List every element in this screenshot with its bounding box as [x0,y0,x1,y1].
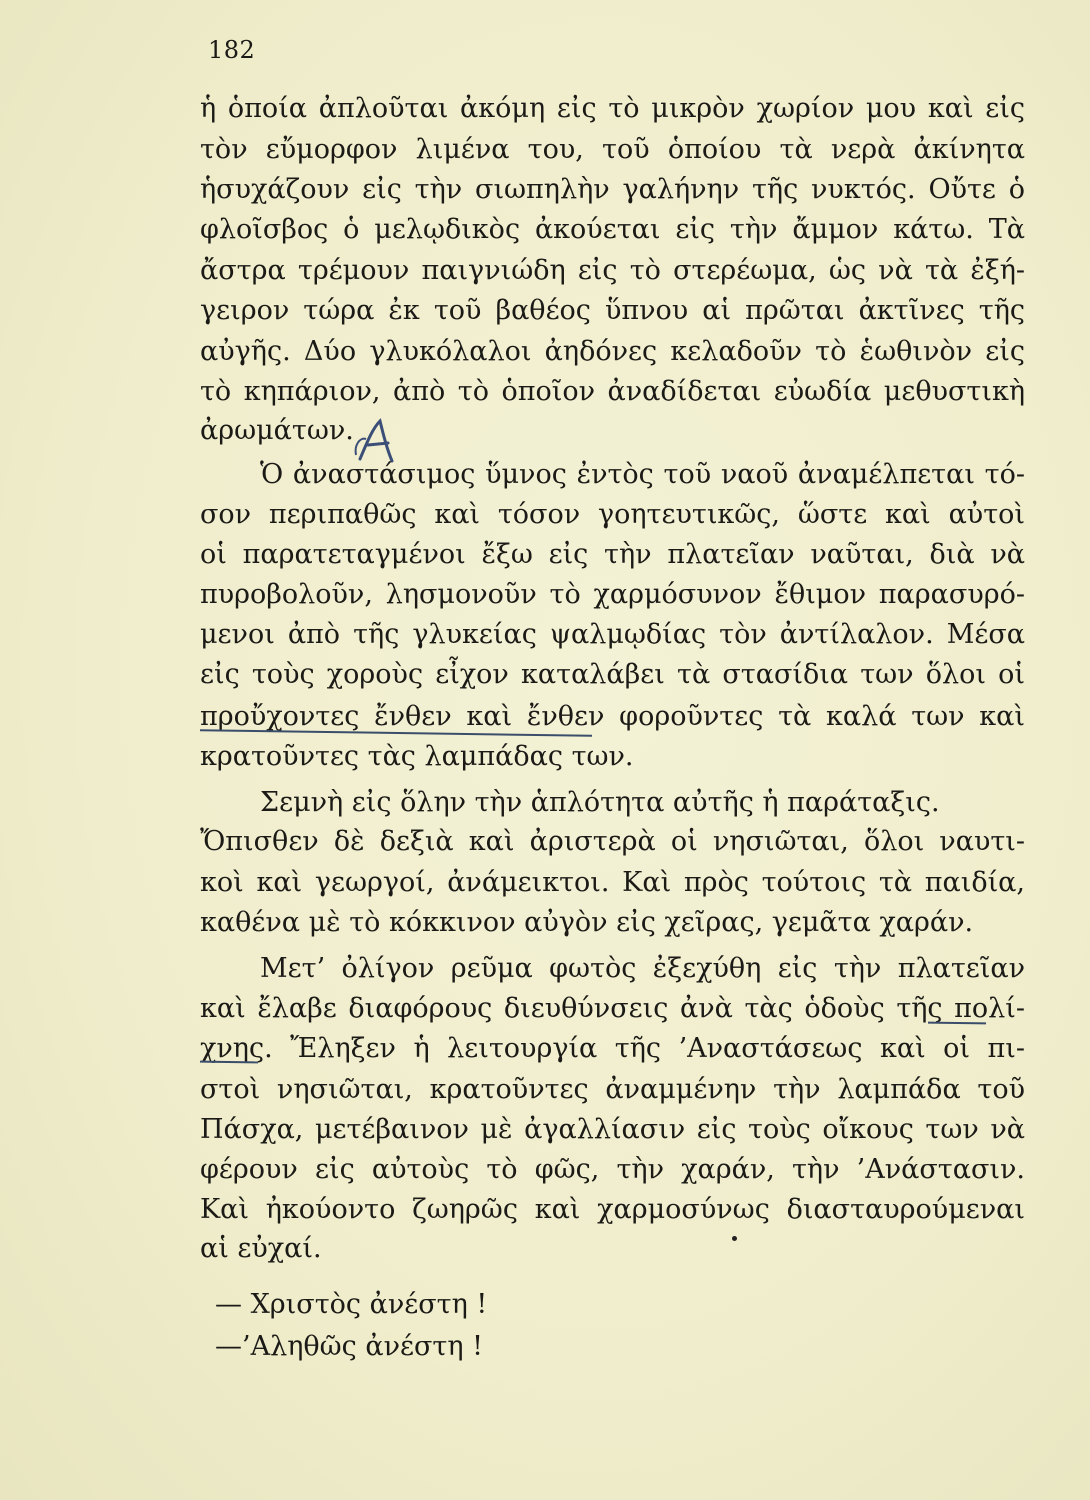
dialogue-line: — Χριστὸς ἀνέστη ! [215,1289,488,1320]
text-line: τὸ κηπάριον, ἀπὸ τὸ ὁποῖον ἀναδίδεται εὐωδία μεθυστικὴ [200,376,1025,407]
text-line: γειρον τώρα ἐκ τοῦ βαθέος ὕπνου αἱ πρῶται ἀκτῖνες τῆς [200,295,1025,326]
text-line: ἄστρα τρέμουν παιγνιώδη εἰς τὸ στερέωμα, ὡς νὰ τὰ ἐξή- [200,255,1025,286]
text-line: καθένα μὲ τὸ κόκκινον αὐγὸν εἰς χεῖρας, γεμᾶτα χαράν. [200,907,974,938]
text-line: ἡσυχάζουν εἰς τὴν σιωπηλὴν γαλήνην τῆς νυκτός. Οὔτε ὁ [200,174,1025,205]
text-line: Ὄπισθεν δὲ δεξιὰ καὶ ἀριστερὰ οἱ νησιῶται, ὅλοι ναυτι- [200,826,1025,857]
text-line: χνης. Ἔληξεν ἡ λειτουργία τῆς ’Αναστάσεως καὶ οἱ πι- [200,1033,1025,1064]
text-line: στοὶ νησιῶται, κρατοῦντες ἀναμμένην τὴν λαμπάδα τοῦ [200,1074,1025,1105]
text-line: κοὶ καὶ γεωργοί, ἀνάμεικτοι. Καὶ πρὸς τούτοις τὰ παιδία, [200,867,1025,898]
text-line: φέρουν εἰς αὐτοὺς τὸ φῶς, τὴν χαράν, τὴν ’Ανάστασιν. [200,1154,1025,1185]
text-line: πυροβολοῦν, λησμονοῦν τὸ χαρμόσυνον ἔθιμον παρασυρό- [200,579,1025,610]
text-line: αὐγῆς. Δύο γλυκόλαλοι ἀηδόνες κελαδοῦν τὸ ἑωθινὸν εἰς [200,336,1025,367]
page-number: 182 [208,36,256,64]
text-line: Μετ’ ὀλίγον ρεῦμα φωτὸς ἐξεχύθη εἰς τὴν πλατεῖαν [260,953,1025,984]
text-line: ἀρωμάτων. [200,415,354,446]
text-line: εἰς τοὺς χοροὺς εἶχον καταλάβει τὰ στασίδια των ὅλοι οἱ [200,659,1025,690]
text-line: Σεμνὴ εἰς ὅλην τὴν ἁπλότητα αὐτῆς ἡ παράταξις. [260,787,940,818]
text-line: Καὶ ἠκούοντο ζωηρῶς καὶ χαρμοσύνως διασταυρούμεναι [200,1194,1025,1225]
text-line: ἡ ὁποία ἀπλοῦται ἀκόμη εἰς τὸ μικρὸν χωρίον μου καὶ εἰς [200,93,1025,124]
dialogue-line: —’Αληθῶς ἀνέστη ! [215,1331,483,1362]
text-line: αἱ εὐχαί. [200,1233,322,1264]
ink-dot [732,1236,737,1241]
text-line: Πάσχα, μετέβαινον μὲ ἀγαλλίασιν εἰς τοὺς οἴκους των νὰ [200,1114,1025,1145]
text-line: τὸν εὔμορφον λιμένα του, τοῦ ὁποίου τὰ νερὰ ἀκίνητα [200,134,1025,165]
text-line: προὔχοντες ἔνθεν καὶ ἔνθεν φοροῦντες τὰ καλά των καὶ [200,701,1025,732]
text-line: μενοι ἀπὸ τῆς γλυκείας ψαλμῳδίας τὸν ἀντίλαλον. Μέσα [200,619,1025,650]
text-line: φλοῖσβος ὁ μελῳδικὸς ἀκούεται εἰς τὴν ἄμμον κάτω. Τὰ [200,214,1025,245]
text-line: κρατοῦντες τὰς λαμπάδας των. [200,741,634,772]
text-line: καὶ ἔλαβε διαφόρους διευθύνσεις ἀνὰ τὰς ὁδοὺς τῆς πολί- [200,993,1025,1024]
text-line: οἱ παρατεταγμένοι ἔξω εἰς τὴν πλατεῖαν ναῦται, διὰ νὰ [200,539,1025,570]
text-line: σον περιπαθῶς καὶ τόσον γοητευτικῶς, ὥστε καὶ αὐτοὶ [200,499,1025,530]
text-line: Ὁ ἀναστάσιμος ὕμνος ἐντὸς τοῦ ναοῦ ἀναμέλπεται τό- [260,459,1025,490]
